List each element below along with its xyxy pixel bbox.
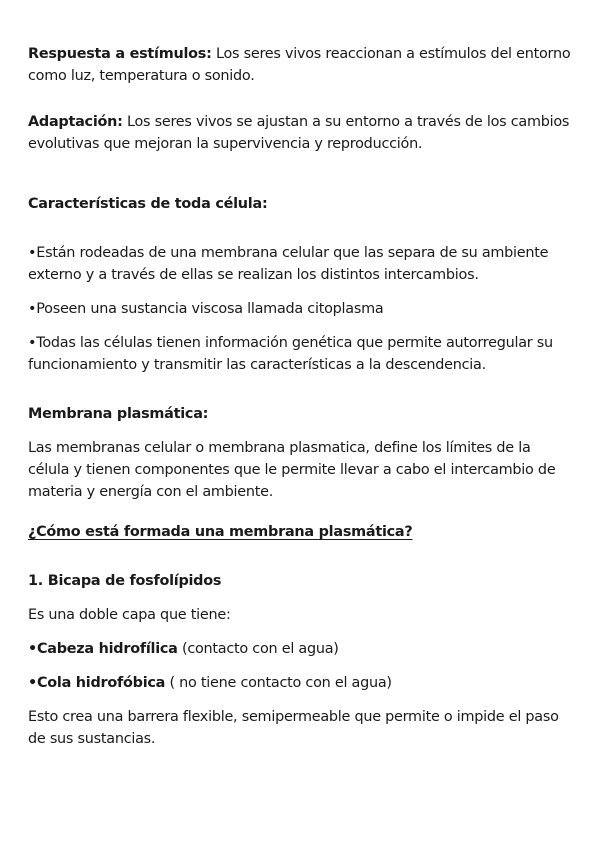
- paragraph-doble-capa: Es una doble capa que tiene:: [28, 607, 231, 623]
- paragraph-adaptacion: [28, 111, 573, 155]
- heading-membrana-plasmatica: Membrana plasmática:: [28, 406, 209, 422]
- term-respuesta-estimulos: Respuesta a estímulos:: [28, 46, 212, 62]
- bullet-citoplasma: •Poseen una sustancia viscosa llamada citoplasma: [28, 301, 384, 317]
- heading-caracteristicas-celula: Características de toda célula:: [28, 196, 268, 212]
- definition-respuesta-estimulos: Los seres vivos reaccionan a estímulos del entorno como luz, temperatura o sonido.: [28, 46, 571, 84]
- paragraph-respuesta-estimulos: [28, 43, 573, 87]
- heading-bicapa-fosfolipidos: 1. Bicapa de fosfolípidos: [28, 573, 222, 589]
- item-cabeza-hidrofilica: [28, 638, 573, 660]
- term-cabeza-hidrofilica: •Cabeza hidrofílica: [28, 641, 178, 657]
- term-cola-hidrofobica: •Cola hidrofóbica: [28, 675, 166, 691]
- heading-como-esta-formada: ¿Cómo está formada una membrana plasmática?: [28, 524, 413, 540]
- definition-adaptacion: Los seres vivos se ajustan a su entorno a través de los cambios evolutivas que mejoran la supervivencia y reproducción.: [28, 114, 570, 152]
- document-page: [28, 43, 573, 750]
- bullet-membrana-celular: •Están rodeadas de una membrana celular que las separa de su ambiente externo y a través de ellas se realizan los distintos intercambios.: [28, 245, 549, 283]
- note-cabeza-hidrofilica: (contacto con el agua): [177, 641, 339, 657]
- note-cola-hidrofobica: ( no tiene contacto con el agua): [165, 675, 392, 691]
- paragraph-barrera-flexible: Esto crea una barrera flexible, semipermeable que permite o impide el paso de sus sustancias.: [28, 709, 559, 747]
- item-cola-hidrofobica: [28, 672, 573, 694]
- term-adaptacion: Adaptación:: [28, 114, 123, 130]
- bullet-informacion-genetica: •Todas las células tienen información genética que permite autorregular su funcionamiento y transmitir las características a la descendencia.: [28, 335, 553, 373]
- paragraph-membrana-plasmatica: Las membranas celular o membrana plasmatica, define los límites de la célula y tienen componentes que le permite llevar a cabo el intercambio de materia y energía con el ambiente.: [28, 440, 556, 500]
